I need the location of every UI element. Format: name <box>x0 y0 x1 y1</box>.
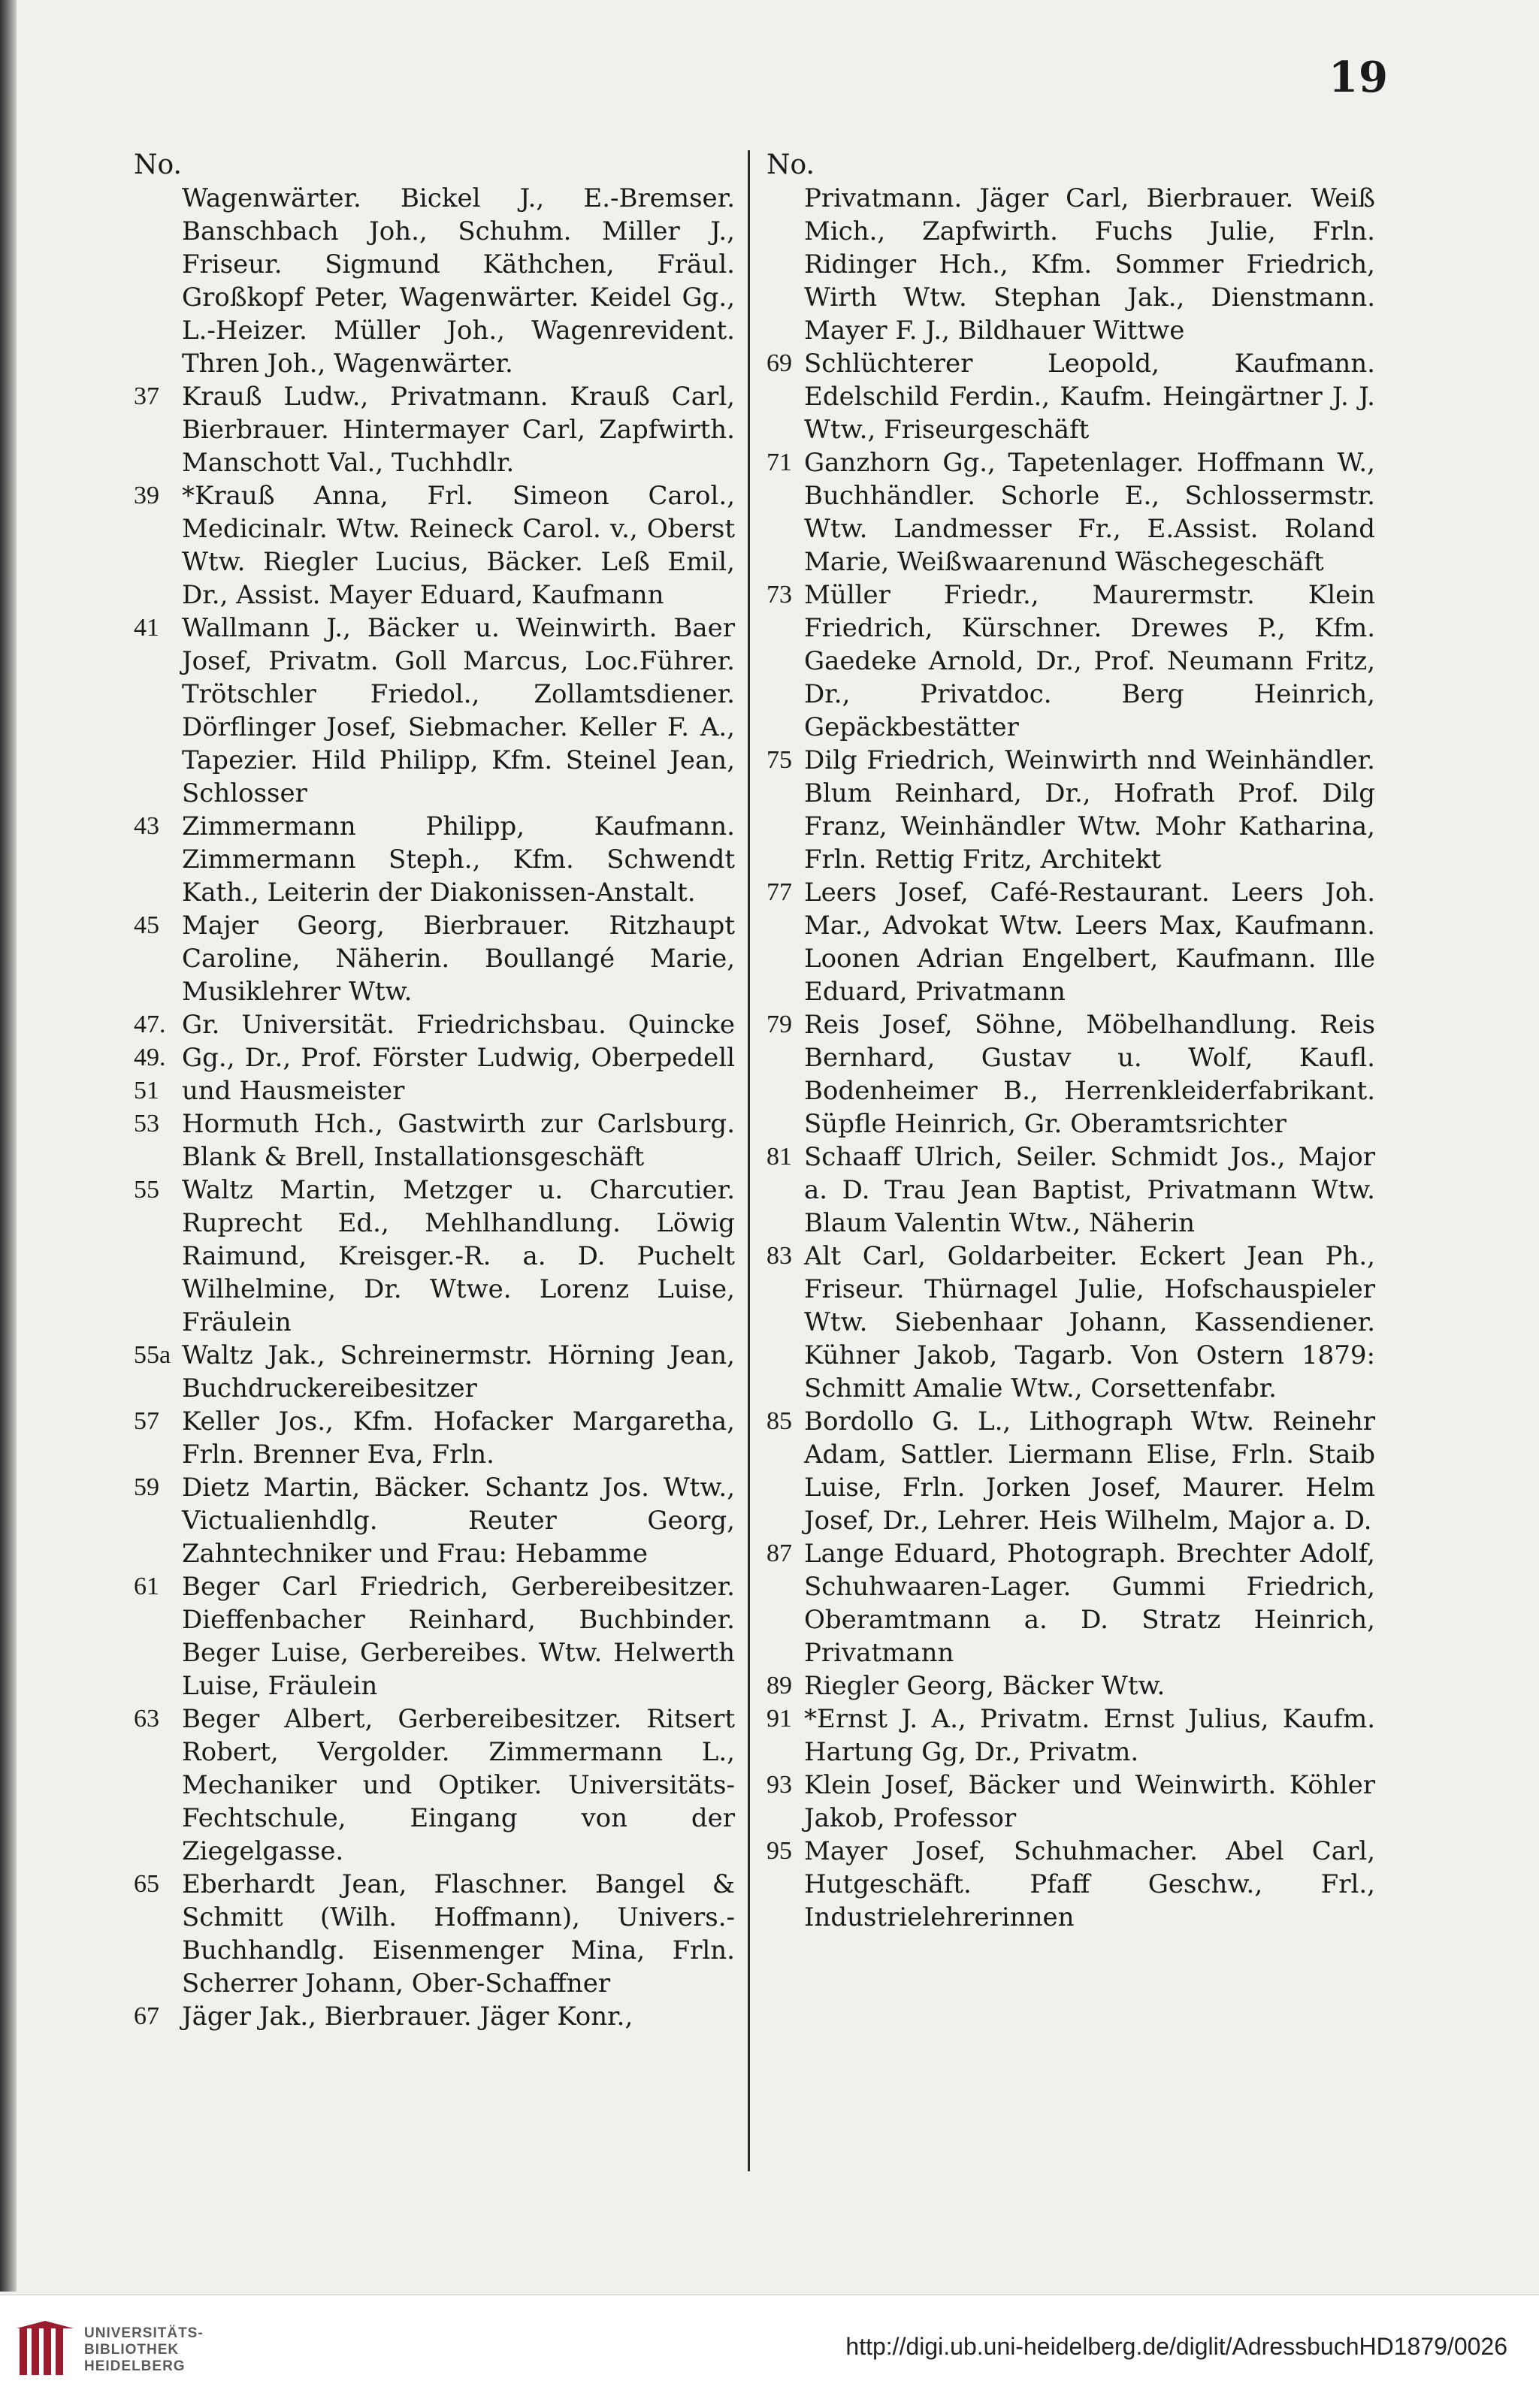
house-number: 81 <box>766 1143 792 1171</box>
entry-text: Wagenwärter. Bickel J., E.-Bremser. Banschbach Joh., Schuhm. Miller J., Friseur. Sigmund Käthchen, Fräul. Großkopf Peter, Wagenwärter. Keidel Gg., L.-Heizer. Müller Joh., Wagenrevident. Thren Joh., Wagenwärter. <box>182 183 735 379</box>
entry-text: Leers Josef, Café-Restaurant. Leers Joh. Mar., Advokat Wtw. Leers Max, Kaufmann. Loonen Adrian Engelbert, Kaufmann. Ille Eduard, Privatmann <box>804 878 1375 1007</box>
entry-text: Jäger Jak., Bierbrauer. Jäger Konr., <box>182 2002 633 2032</box>
house-number: 41 <box>134 614 159 642</box>
footer-bar <box>0 2295 1539 2408</box>
entry-text: Waltz Martin, Metzger u. Charcutier. Ruprecht Ed., Mehlhandlung. Löwig Raimund, Kreisger.-R. a. D. Puchelt Wilhelmine, Dr. Wtwe. Lorenz Luise, Fräulein <box>182 1175 735 1337</box>
house-number: 65 <box>134 1870 159 1898</box>
house-number: 75 <box>766 746 792 774</box>
page-number: 19 <box>1329 53 1389 102</box>
directory-entry <box>134 1107 735 1174</box>
directory-entry <box>766 876 1375 1008</box>
right-column <box>766 149 1375 1934</box>
entry-text: Reis Josef, Söhne, Möbelhandlung. Reis Bernhard, Gustav u. Wolf, Kaufl. Bodenheimer B., Herrenkleiderfabrikant. Süpfle Heinrich, Gr. Oberamtsrichter <box>804 1010 1375 1139</box>
right-column-header: No. <box>766 150 815 180</box>
directory-entry <box>766 579 1375 744</box>
house-number: 69 <box>766 349 792 377</box>
entry-text: Dietz Martin, Bäcker. Schantz Jos. Wtw., Victualienhdlg. Reuter Georg, Zahntechniker und Frau: Hebamme <box>182 1473 735 1569</box>
entry-text: Privatmann. Jäger Carl, Bierbrauer. Weiß Mich., Zapfwirth. Fuchs Julie, Frln. Ridinger Hch., Kfm. Sommer Friedrich, Wirth Wtw. Stephan Jak., Dienstmann. Mayer F. J., Bildhauer Wittwe <box>804 183 1375 346</box>
left-entries-list <box>134 182 735 2033</box>
house-number: 89 <box>766 1672 792 1699</box>
left-column <box>134 149 735 2033</box>
directory-entry <box>766 182 1375 347</box>
entry-text: *Krauß Anna, Frl. Simeon Carol., Medicinalr. Wtw. Reineck Carol. v., Oberst Wtw. Riegler Lucius, Bäcker. Leß Emil, Dr., Assist. Mayer Eduard, Kaufmann <box>182 481 735 610</box>
entry-text: Eberhardt Jean, Flaschner. Bangel & Schmitt (Wilh. Hoffmann), Univers.-Buchhandlg. Eisenmenger Mina, Frln. Scherrer Johann, Ober-Schaffner <box>182 1869 735 1999</box>
entry-text: *Ernst J. A., Privatm. Ernst Julius, Kaufm. Hartung Gg, Dr., Privatm. <box>804 1704 1375 1767</box>
house-number: 61 <box>134 1573 159 1600</box>
directory-entry <box>766 1703 1375 1769</box>
directory-entry <box>766 347 1375 446</box>
directory-entry <box>134 1008 735 1107</box>
house-number: 37 <box>134 382 159 410</box>
house-number: 79 <box>766 1011 792 1038</box>
house-number: 67 <box>134 2002 159 2030</box>
directory-entry <box>766 1669 1375 1703</box>
directory-entry <box>134 1339 735 1405</box>
entry-text: Beger Albert, Gerbereibesitzer. Ritsert Robert, Vergolder. Zimmermann L., Mechaniker und Optiker. Universitäts-Fechtschule, Eingang von der Ziegelgasse. <box>182 1704 735 1866</box>
directory-entry <box>766 1240 1375 1405</box>
entry-text: Müller Friedr., Maurermstr. Klein Friedrich, Kürschner. Drewes P., Kfm. Gaedeke Arnold, Dr., Prof. Neumann Fritz, Dr., Privatdoc. Berg Heinrich, Gepäckbestätter <box>804 580 1375 742</box>
house-number: 45 <box>134 911 159 939</box>
house-number: 47. 49. 51 <box>134 1011 166 1104</box>
entry-text: Schlüchterer Leopold, Kaufmann. Edelschild Ferdin., Kaufm. Heingärtner J. J. Wtw., Friseurgeschäft <box>804 349 1375 445</box>
directory-entry <box>134 810 735 909</box>
left-column-header: No. <box>134 150 182 180</box>
source-url-link[interactable]: http://digi.ub.uni-heidelberg.de/diglit/AdressbuchHD1879/0026 <box>845 2333 1507 2360</box>
directory-entry <box>134 1405 735 1471</box>
entry-text: Riegler Georg, Bäcker Wtw. <box>804 1671 1166 1701</box>
university-library-logo-icon <box>15 2321 75 2381</box>
directory-entry <box>134 1471 735 1570</box>
house-number: 55a <box>134 1341 171 1369</box>
entry-text: Zimmermann Philipp, Kaufmann. Zimmermann Steph., Kfm. Schwendt Kath., Leiterin der Diakonissen-Anstalt. <box>182 811 735 908</box>
directory-entry <box>766 1835 1375 1934</box>
house-number: 93 <box>766 1771 792 1799</box>
entry-text: Ganzhorn Gg., Tapetenlager. Hoffmann W., Buchhändler. Schorle E., Schlossermstr. Wtw. Landmesser Fr., E.Assist. Roland Marie, Weißwaarenund Wäschegeschäft <box>804 448 1375 577</box>
directory-entry <box>134 612 735 810</box>
entry-text: Schaaff Ulrich, Seiler. Schmidt Jos., Major a. D. Trau Jean Baptist, Privatmann Wtw. Blaum Valentin Wtw., Näherin <box>804 1142 1375 1238</box>
directory-entry <box>134 479 735 612</box>
directory-entry <box>766 1405 1375 1537</box>
house-number: 59 <box>134 1473 159 1501</box>
entry-text: Lange Eduard, Photograph. Brechter Adolf, Schuhwaaren-Lager. Gummi Friedrich, Oberamtmann a. D. Stratz Heinrich, Privatmann <box>804 1539 1375 1668</box>
directory-entry <box>134 1703 735 1868</box>
entry-text: Majer Georg, Bierbrauer. Ritzhaupt Caroline, Näherin. Boullangé Marie, Musiklehrer Wtw. <box>182 911 735 1007</box>
directory-entry <box>766 1537 1375 1669</box>
house-number: 87 <box>766 1539 792 1567</box>
directory-entry <box>766 1769 1375 1835</box>
house-number: 83 <box>766 1242 792 1270</box>
right-entries-list <box>766 182 1375 1934</box>
house-number: 95 <box>766 1837 792 1865</box>
logo-line: UNIVERSITÄTS- <box>84 2325 204 2341</box>
entry-text: Beger Carl Friedrich, Gerbereibesitzer. Dieffenbacher Reinhard, Buchbinder. Beger Luise, Gerbereibes. Wtw. Helwerth Luise, Fräulein <box>182 1572 735 1701</box>
entry-text: Wallmann J., Bäcker u. Weinwirth. Baer Josef, Privatm. Goll Marcus, Loc.Führer. Trötschler Friedol., Zollamtsdiener. Dörflinger Josef, Siebmacher. Keller F. A., Tapezier. Hild Philipp, Kfm. Steinel Jean, Schlosser <box>182 613 735 808</box>
directory-entry <box>766 1008 1375 1141</box>
directory-entry <box>134 2000 735 2033</box>
directory-entry <box>134 909 735 1008</box>
column-divider <box>748 150 750 2171</box>
directory-entry <box>134 1868 735 2000</box>
directory-entry <box>134 380 735 479</box>
entry-text: Krauß Ludw., Privatmann. Krauß Carl, Bierbrauer. Hintermayer Carl, Zapfwirth. Manschott Val., Tuchhdlr. <box>182 382 735 478</box>
directory-entry <box>134 182 735 380</box>
house-number: 63 <box>134 1705 159 1733</box>
entry-text: Gr. Universität. Friedrichsbau. Quincke Gg., Dr., Prof. Förster Ludwig, Oberpedell und Hausmeister <box>182 1010 735 1106</box>
logo-line: BIBLIOTHEK <box>84 2342 180 2358</box>
directory-entry <box>134 1570 735 1703</box>
house-number: 39 <box>134 482 159 509</box>
directory-entry <box>766 446 1375 579</box>
entry-text: Dilg Friedrich, Weinwirth nnd Weinhändler. Blum Reinhard, Dr., Hofrath Prof. Dilg Franz, Weinhändler Wtw. Mohr Katharina, Frln. Rettig Fritz, Architekt <box>804 745 1375 875</box>
house-number: 43 <box>134 812 159 840</box>
house-number: 85 <box>766 1407 792 1435</box>
entry-text: Hormuth Hch., Gastwirth zur Carlsburg. Blank & Brell, Installationsgeschäft <box>182 1109 735 1172</box>
entry-text: Mayer Josef, Schuhmacher. Abel Carl, Hutgeschäft. Pfaff Geschw., Frl., Industrielehrerinnen <box>804 1836 1375 1932</box>
house-number: 57 <box>134 1407 159 1435</box>
scan-page-edge <box>0 0 17 2292</box>
entry-text: Alt Carl, Goldarbeiter. Eckert Jean Ph., Friseur. Thürnagel Julie, Hofschauspieler Wtw. Siebenhaar Johann, Kassendiener. Kühner Jakob, Tagarb. Von Ostern 1879: Schmitt Amalie Wtw., Corsettenfabr. <box>804 1241 1375 1403</box>
house-number: 71 <box>766 449 792 476</box>
entry-text: Klein Josef, Bäcker und Weinwirth. Köhler Jakob, Professor <box>804 1770 1375 1833</box>
house-number: 77 <box>766 878 792 906</box>
house-number: 73 <box>766 581 792 609</box>
logo-line: HEIDELBERG <box>84 2358 186 2374</box>
entry-text: Keller Jos., Kfm. Hofacker Margaretha, Frln. Brenner Eva, Frln. <box>182 1406 735 1470</box>
house-number: 53 <box>134 1110 159 1138</box>
entry-text: Waltz Jak., Schreinermstr. Hörning Jean, Buchdruckereibesitzer <box>182 1340 735 1403</box>
entry-text: Bordollo G. L., Lithograph Wtw. Reinehr Adam, Sattler. Liermann Elise, Frln. Staib Luise, Frln. Jorken Josef, Maurer. Helm Josef, Dr., Lehrer. Heis Wilhelm, Major a. D. <box>804 1406 1375 1536</box>
directory-entry <box>134 1174 735 1339</box>
house-number: 91 <box>766 1705 792 1733</box>
directory-entry <box>766 744 1375 876</box>
library-logo-text <box>84 2325 204 2375</box>
directory-entry <box>766 1141 1375 1240</box>
house-number: 55 <box>134 1176 159 1204</box>
